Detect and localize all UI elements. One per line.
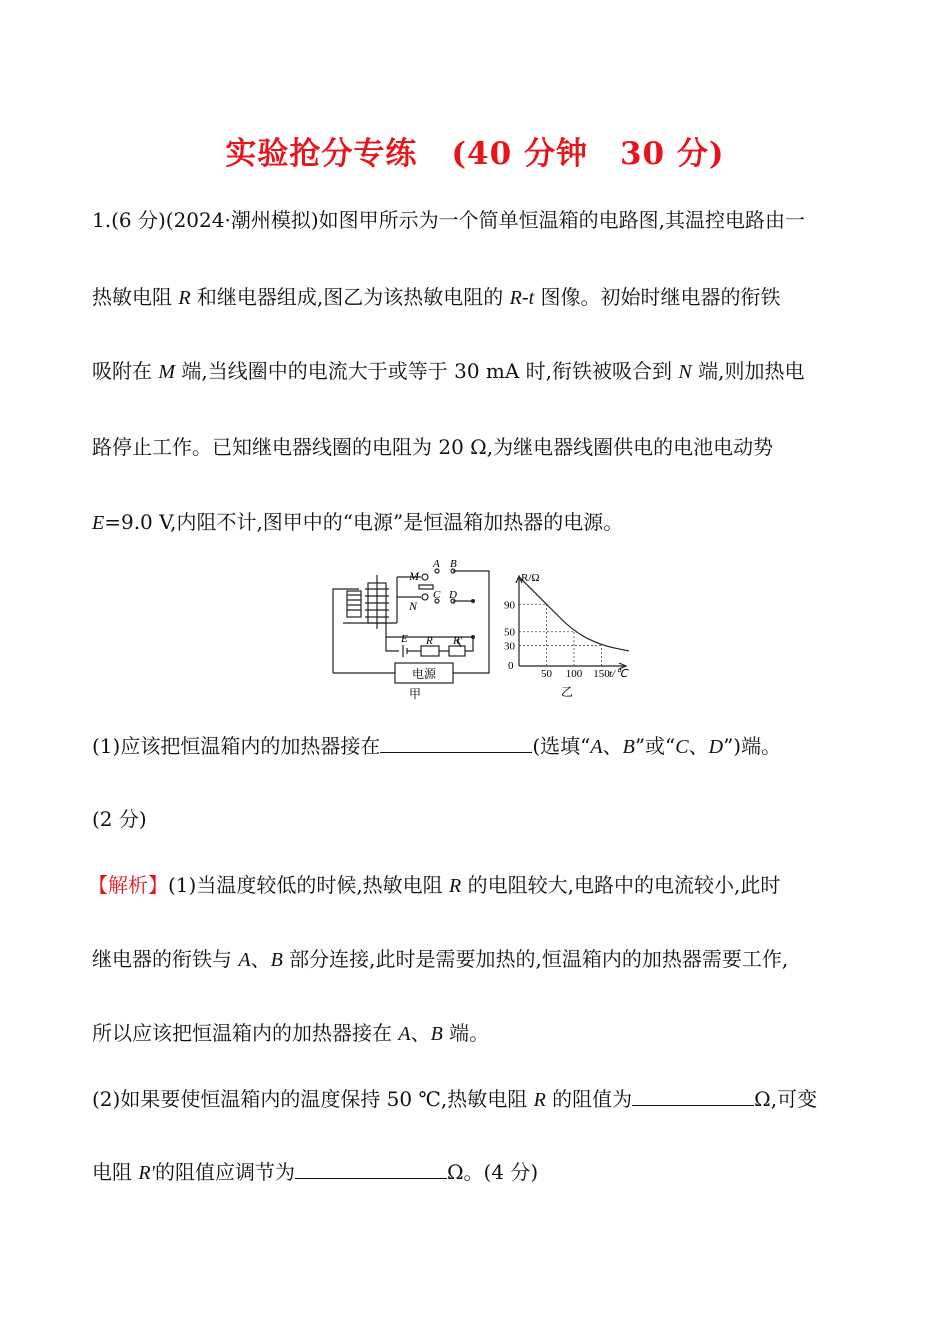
text: 、	[410, 1021, 431, 1045]
q1-line-2	[92, 283, 781, 312]
var-t: t	[528, 287, 535, 309]
var-D: D	[708, 736, 724, 758]
var-A: A	[238, 949, 251, 971]
text: 部分连接,此时是需要加热的,恒温箱内的加热器需要工作,	[282, 947, 789, 971]
var-B: B	[430, 1023, 443, 1045]
answer-blank-1[interactable]	[380, 732, 532, 753]
q1-line-4	[92, 433, 773, 461]
answer-line-1	[88, 871, 780, 900]
text: 所以应该把恒温箱内的加热器接在	[92, 1021, 399, 1045]
text: 热敏电阻	[92, 285, 179, 309]
text: 的电阻较大,电路中的电流较小,此时	[461, 873, 781, 897]
var-A: A	[398, 1023, 411, 1045]
var-E: E	[92, 512, 105, 534]
title-paren: (40 分钟 30 分)	[451, 136, 725, 172]
analysis-tag: 【解析】	[88, 873, 168, 897]
var-A: A	[590, 736, 603, 758]
text: -	[521, 285, 529, 309]
text: (2)如果要使恒温箱内的温度保持 50 ℃,热敏电阻	[92, 1087, 534, 1111]
x-tick-label: 150	[593, 668, 610, 680]
rt-curve	[519, 577, 629, 651]
page-title	[0, 128, 950, 173]
text: ”)端。	[723, 734, 782, 758]
label-R: R	[426, 635, 433, 647]
text: (选填“	[532, 734, 591, 758]
var-R: R	[509, 287, 522, 309]
text: (1)应该把恒温箱内的加热器接在	[92, 734, 381, 758]
text: =9.0 V,内阻不计,图甲中的“电源”是恒温箱加热器的电源。	[104, 510, 624, 534]
label-N: N	[409, 599, 418, 613]
label-B: B	[450, 558, 457, 570]
text: 的阻值应调节为	[154, 1160, 295, 1184]
q1-line-3	[92, 357, 804, 386]
x-axis-label: t/℃	[609, 668, 628, 680]
var-R: R	[533, 1089, 546, 1111]
text: (2 分)	[92, 807, 147, 831]
answer-blank-3[interactable]	[295, 1158, 447, 1179]
y-tick-label: 90	[504, 599, 515, 612]
text: 、	[688, 734, 709, 758]
q1-text: 1.(6 分)(2024·潮州模拟)如图甲所示为一个简单恒温箱的电路图,其温控电路由一	[92, 208, 805, 232]
text: 继电器的衔铁与	[92, 947, 239, 971]
q1-1-line-2	[92, 805, 147, 833]
x-tick-label: 50	[541, 668, 552, 680]
text: 电阻	[92, 1160, 139, 1184]
text: 图像。初始时继电器的衔铁	[534, 285, 781, 309]
var-R: R	[178, 287, 191, 309]
caption-jia: 甲	[409, 687, 422, 701]
q1-2-line-2	[92, 1158, 538, 1187]
y-tick-label: 30	[504, 640, 515, 653]
var-N: N	[678, 361, 692, 383]
text: 、	[602, 734, 623, 758]
text: (1)当温度较低的时候,热敏电阻	[168, 873, 450, 897]
text: 端。	[442, 1021, 490, 1045]
rt-chart	[495, 566, 640, 706]
origin-label: 0	[508, 660, 514, 672]
label-C: C	[433, 589, 441, 601]
label-M: M	[409, 569, 419, 583]
text: 路停止工作。已知继电器线圈的电阻为 20 Ω,为继电器线圈供电的电池电动势	[92, 435, 774, 459]
y-tick-label: 50	[504, 626, 515, 639]
title-main: 实验抢分专练	[225, 136, 418, 172]
var-C: C	[675, 736, 689, 758]
var-M: M	[158, 361, 176, 383]
answer-blank-2[interactable]	[632, 1085, 754, 1106]
var-Rprime: R′	[138, 1162, 155, 1184]
label-power-source: 电源	[411, 667, 437, 681]
label-D: D	[449, 589, 457, 601]
text: 端,当线圈中的电流大于或等于 30 mA 时,衔铁被吸合到	[175, 359, 679, 383]
var-B: B	[622, 736, 635, 758]
answer-line-2	[92, 945, 788, 974]
q1-line-5	[92, 508, 623, 537]
q1-2-line-1	[92, 1085, 817, 1114]
label-Rp: R′	[453, 635, 463, 647]
label-E: E	[401, 633, 408, 645]
y-axis-label: R/Ω	[521, 572, 540, 584]
text: Ω,可变	[754, 1087, 818, 1111]
terminal-dot	[471, 635, 475, 639]
circuit-diagram	[325, 553, 500, 703]
text: 和继电器组成,图乙为该热敏电阻的	[190, 285, 510, 309]
answer-line-3	[92, 1019, 489, 1048]
x-tick-label: 100	[565, 668, 583, 680]
text: 、	[250, 947, 271, 971]
q1-line-1	[92, 206, 805, 234]
text: Ω。(4 分)	[446, 1160, 539, 1184]
terminal-dot	[471, 599, 475, 603]
var-R: R	[449, 875, 462, 897]
text: ”或“	[634, 734, 676, 758]
text: 的阻值为	[545, 1087, 633, 1111]
label-A: A	[433, 558, 440, 570]
var-B: B	[270, 949, 283, 971]
caption-yi: 乙	[561, 685, 574, 699]
text: 吸附在	[92, 359, 159, 383]
q1-1-line-1	[92, 732, 781, 761]
text: 端,则加热电	[691, 359, 805, 383]
